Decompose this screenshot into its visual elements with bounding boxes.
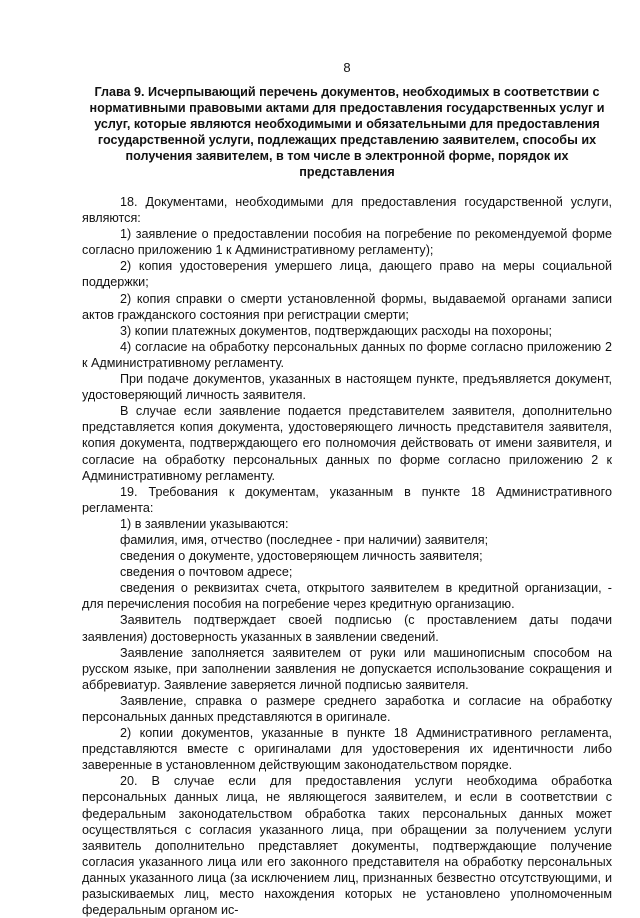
paragraph-19-item-2: 2) копии документов, указанные в пункте 18 Административного регламента, представляются вместе с оригиналами для удостоверения их идентичности либо заверенные в установленном действующим законодательством порядке.	[82, 726, 612, 773]
paragraph-originals: Заявление, справка о размере среднего заработка и согласие на обработку персональных данных представляются в оригинале.	[82, 693, 612, 724]
paragraph-identity-document: При подаче документов, указанных в настоящем пункте, предъявляется документ, удостоверяющий личность заявителя.	[82, 372, 612, 403]
paragraph-18-item-2b: 2) копия справки о смерти установленной формы, выдаваемой органами записи актов гражданского состояния при регистрации смерти;	[82, 291, 612, 322]
document-body	[82, 194, 612, 918]
list-line-identity: сведения о документе, удостоверяющем личность заявителя;	[120, 549, 483, 564]
paragraph-18-item-3: 3) копии платежных документов, подтверждающих расходы на похороны;	[120, 323, 552, 338]
page-number: 8	[343, 60, 351, 75]
list-line-address: сведения о почтовом адресе;	[120, 565, 293, 580]
paragraph-representative: В случае если заявление подается представителем заявителя, дополнительно представляется копия документа, удостоверяющего личность представителя заявителя, копия документа, подтверждающего его полномочия действовать от имени заявителя, и согласие на обработку персональных данных по форме согласно приложению 2 к Административному регламенту.	[82, 404, 612, 483]
paragraph-18-item-2: 2) копия удостоверения умершего лица, дающего право на меры социальной поддержки;	[82, 259, 612, 290]
paragraph-18-item-1: 1) заявление о предоставлении пособия на погребение по рекомендуемой форме согласно приложению 1 к Административному регламенту);	[82, 227, 612, 258]
paragraph-19: 19. Требования к документам, указанным в пункте 18 Административного регламента:	[82, 484, 612, 515]
paragraph-signature: Заявитель подтверждает своей подписью (с проставлением даты подачи заявления) достоверность указанных в заявлении сведений.	[82, 613, 612, 644]
chapter-title: Глава 9. Исчерпывающий перечень документов, необходимых в соответствии с нормативными правовыми актами для предоставления государственных услуг и услуг, которые являются необходимыми и обязательными для предоставления государственной услуги, подлежащих представлению заявителем, способы их получения заявителем, в том числе в электронной форме, порядок их представления	[89, 85, 605, 179]
paragraph-20: 20. В случае если для предоставления услуги необходима обработка персональных данных лица, не являющегося заявителем, и если в соответствии с федеральным законодательством обработка таких персональных данных может осуществляться с согласия указанного лица, при обращении за получением услуги заявитель дополнительно представляет документы, подтверждающие получение согласия указанного лица или его законного представителя на обработку персональных данных указанного лица (за исключением лиц, признанных безвестно отсутствующими, и разыскиваемых лиц, место нахождения которых не установлено уполномоченным федеральным органом ис-	[82, 774, 612, 918]
paragraph-18: 18. Документами, необходимыми для предоставления государственной услуги, являются:	[82, 195, 612, 226]
paragraph-18-item-4: 4) согласие на обработку персональных данных по форме согласно приложению 2 к Административному регламенту.	[82, 339, 612, 370]
paragraph-19-item-1: 1) в заявлении указываются:	[120, 516, 289, 531]
paragraph-filling: Заявление заполняется заявителем от руки или машинописным способом на русском языке, при заполнении заявления не допускается использование сокращения и аббревиатур. Заявление заверяется личной подписью заявителя.	[82, 645, 612, 692]
list-line-full-name: фамилия, имя, отчество (последнее - при наличии) заявителя;	[120, 532, 489, 547]
list-line-bank-account: сведения о реквизитах счета, открытого заявителем в кредитной организации, - для перечисления пособия на погребение через кредитную организацию.	[82, 581, 612, 612]
